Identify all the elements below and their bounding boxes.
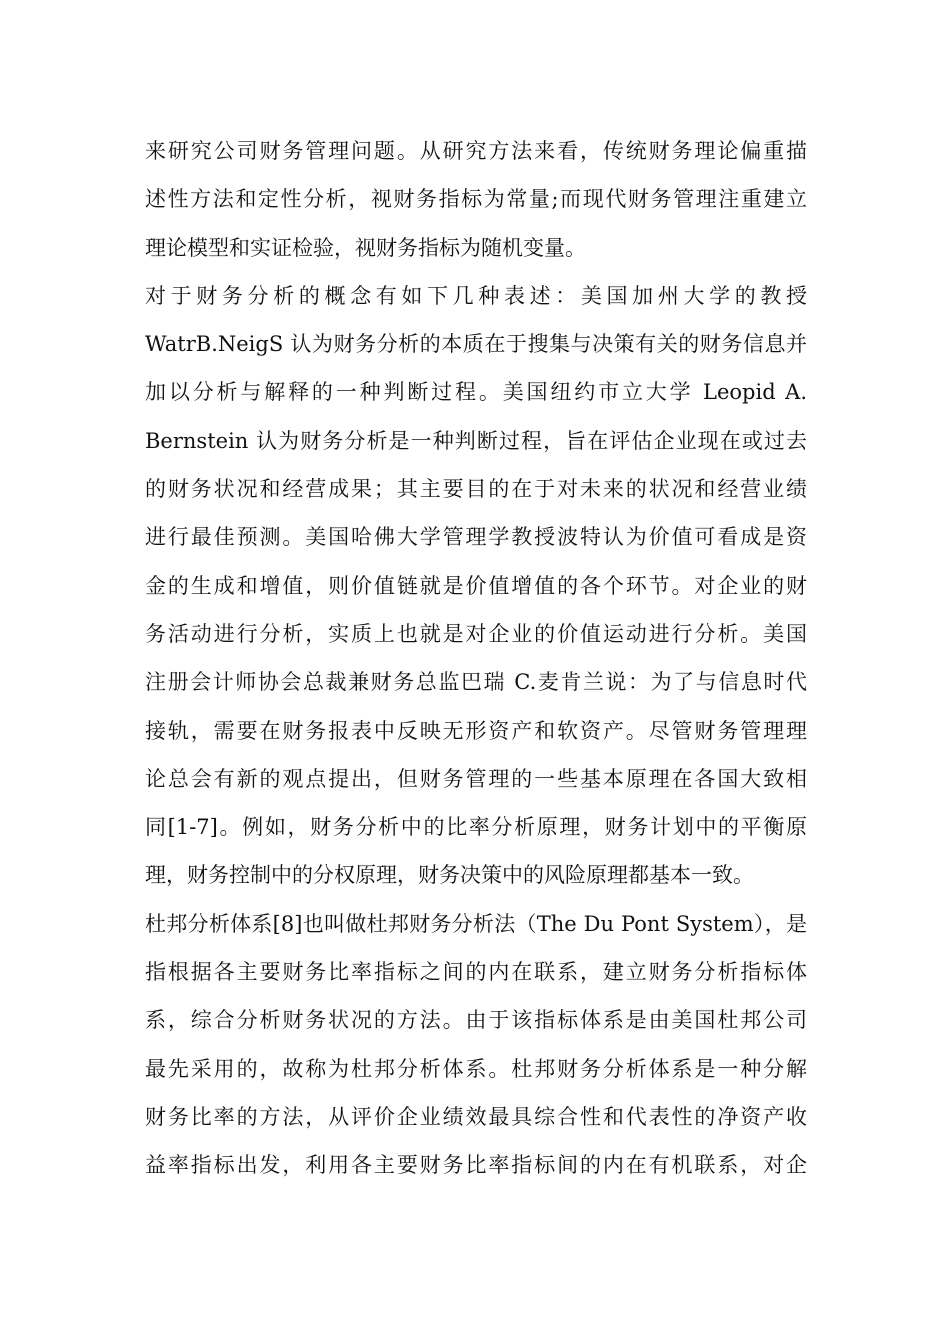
text-line: 财务比率的方法，从评价企业绩效最具综合性和代表性的净资产收 (145, 1104, 807, 1129)
text-line: Bernstein 认为财务分析是一种判断过程，旨在评估企业现在或过去 (145, 428, 807, 453)
text-line: 论总会有新的观点提出，但财务管理的一些基本原理在各国大致相 (145, 766, 807, 791)
text-line: 进行最佳预测。美国哈佛大学管理学教授波特认为价值可看成是资 (145, 525, 807, 550)
text-line: 理论模型和实证检验，视财务指标为随机变量。 (145, 235, 586, 260)
text-line: 注册会计师协会总裁兼财务总监巴瑞 C.麦肯兰说：为了与信息时代 (145, 670, 807, 695)
text-line: 杜邦分析体系[8]也叫做杜邦财务分析法（The Du Pont System），是 (145, 911, 807, 936)
text-line: 对于财务分析的概念有如下几种表述：美国加州大学的教授 (145, 283, 807, 308)
text-line: 同[1-7]。例如，财务分析中的比率分析原理，财务计划中的平衡原 (145, 815, 807, 840)
text-line: 务活动进行分析，实质上也就是对企业的价值运动进行分析。美国 (145, 621, 807, 646)
text-line: 的财务状况和经营成果；其主要目的在于对未来的状况和经营业绩 (145, 477, 807, 502)
text-line: 理，财务控制中的分权原理，财务决策中的风险原理都基本一致。 (145, 863, 754, 888)
text-line: 来研究公司财务管理问题。从研究方法来看，传统财务理论偏重描 (145, 139, 807, 163)
text-line: 金的生成和增值，则价值链就是价值增值的各个环节。对企业的财 (145, 573, 807, 598)
text-line: WatrB.NeigS 认为财务分析的本质在于搜集与决策有关的财务信息并 (145, 332, 807, 357)
text-line: 加以分析与解释的一种判断过程。美国纽约市立大学 Leopid A. (145, 380, 807, 405)
text-line: 系，综合分析财务状况的方法。由于该指标体系是由美国杜邦公司 (145, 1008, 807, 1033)
text-line: 接轨，需要在财务报表中反映无形资产和软资产。尽管财务管理理 (145, 718, 807, 743)
text-line: 益率指标出发，利用各主要财务比率指标间的内在有机联系，对企 (145, 1153, 807, 1178)
text-line: 最先采用的，故称为杜邦分析体系。杜邦财务分析体系是一种分解 (145, 1056, 807, 1081)
body-text (145, 127, 807, 1190)
text-line: 述性方法和定性分析，视财务指标为常量;而现代财务管理注重建立 (145, 187, 807, 212)
text-line: 指根据各主要财务比率指标之间的内在联系，建立财务分析指标体 (145, 960, 807, 985)
